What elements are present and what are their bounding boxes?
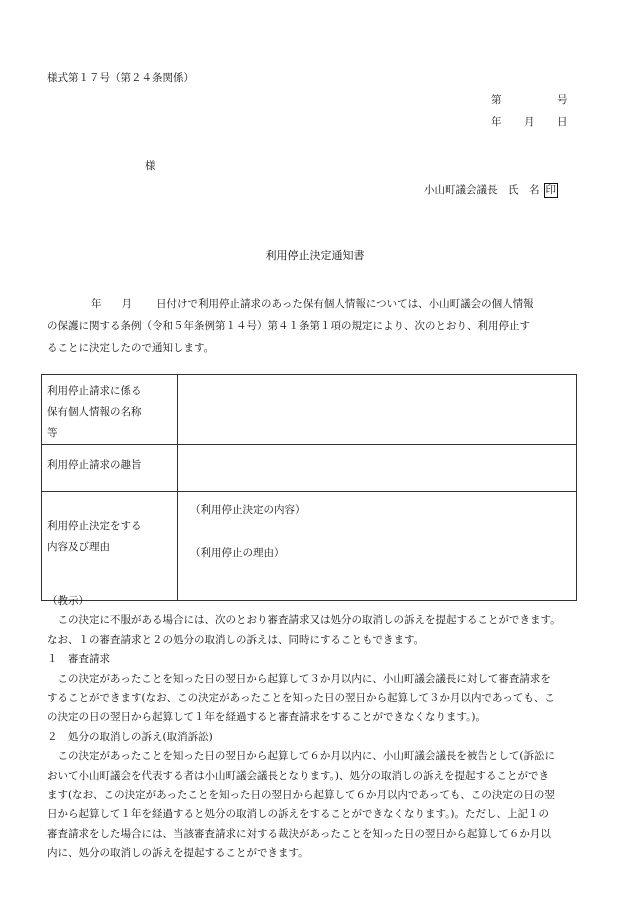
date-year-label: 年 — [491, 116, 502, 128]
notice-line: の決定の日の翌日から起算して１年を経過すると審査請求をすることができなくなります。)。 — [47, 711, 487, 724]
document-number-suffix: 号 — [557, 94, 568, 106]
table-row — [42, 492, 577, 601]
notice-line: 審査請求をした場合には、当該審査請求に対する裁決があったことを知った日の翌日から起算して６か月以 — [47, 827, 551, 840]
label-line: 内容及び理由 — [47, 541, 110, 553]
intro-line-2: の保護に関する条例（令和５年条例第１４号）第４１条第１項の規定により、次のとおり、利用停止す — [47, 320, 530, 332]
decision-reason-item: （利用停止の理由） — [190, 547, 285, 559]
document-title: 利用停止決定通知書 — [265, 249, 365, 262]
table-row — [42, 445, 577, 492]
intro-paragraph — [47, 293, 587, 359]
notice-line: なお、１の審査請求と２の処分の取消しの訴えは、同時にすることもできます。 — [47, 633, 425, 646]
addressee-suffix: 様 — [145, 160, 156, 172]
intro-line-3: ることに決定したので通知します。 — [47, 342, 215, 354]
table-row — [42, 375, 577, 445]
info-table — [41, 374, 577, 601]
label-line: 等 — [47, 427, 58, 439]
intro-year-label: 年 — [91, 298, 102, 310]
notice-line: この決定があったことを知った日の翌日から起算して３か月以内に、小山町議会議長に対して審査請求を — [47, 672, 551, 685]
date-month-label: 月 — [524, 116, 535, 128]
notice-line: することができます(なお、この決定があったことを知った日の翌日から起算して３か月以内であっても、こ — [47, 692, 555, 705]
notice-heading: （教示） — [47, 595, 89, 607]
intro-line-1-text: 日付けで利用停止請求のあった保有個人情報については、小山町議会の個人情報 — [156, 298, 534, 310]
label-line: 利用停止決定をする — [47, 520, 142, 532]
request-purpose-value[interactable] — [178, 445, 577, 492]
document-number-prefix: 第 — [491, 94, 502, 106]
notice-line: １ 審査請求 — [47, 653, 110, 666]
date-day-label: 日 — [557, 116, 568, 128]
personal-info-name-label — [42, 375, 178, 445]
label-line: 利用停止請求に係る — [47, 385, 142, 397]
seal-mark: 印 — [545, 184, 556, 196]
intro-line-1 — [47, 293, 587, 315]
label-line: 保有個人情報の名称 — [47, 406, 142, 418]
decision-content-item: （利用停止決定の内容） — [190, 504, 306, 516]
intro-month-label: 月 — [121, 298, 132, 310]
notice-line: この決定に不服がある場合には、次のとおり審査請求又は処分の取消しの訴えを提起することができます。 — [47, 614, 561, 627]
notice-line: おいて小山町議会を代表する者は小山町議会議長となります。)、処分の取消しの訴えを提起することができ — [47, 769, 550, 782]
request-purpose-label: 利用停止請求の趣旨 — [42, 445, 178, 492]
personal-info-name-value[interactable] — [178, 375, 577, 445]
notice-line: 日から起算して１年を経過すると処分の取消しの訴えをすることができなくなります。)。ただし、上記１の — [47, 808, 550, 821]
sender-title: 小山町議会議長 氏 名 — [424, 184, 540, 196]
notice-line: ます(なお、この決定があったことを知った日の翌日から起算して６か月以内であっても、この決定の日の翌 — [47, 789, 555, 802]
sender-block — [424, 183, 558, 198]
decision-content-label — [42, 492, 178, 601]
notice-line: 内に、処分の取消しの訴えを提起することができます。 — [47, 847, 309, 860]
decision-content-value[interactable] — [178, 492, 577, 601]
appeal-notice — [47, 592, 592, 864]
notice-line: この決定があったことを知った日の翌日から起算して６か月以内に、小山町議会議長を被告として(訴訟に — [47, 750, 555, 763]
notice-line: ２ 処分の取消しの訴え(取消訴訟) — [47, 730, 213, 743]
form-number: 様式第１７号（第２４条関係） — [47, 72, 194, 84]
